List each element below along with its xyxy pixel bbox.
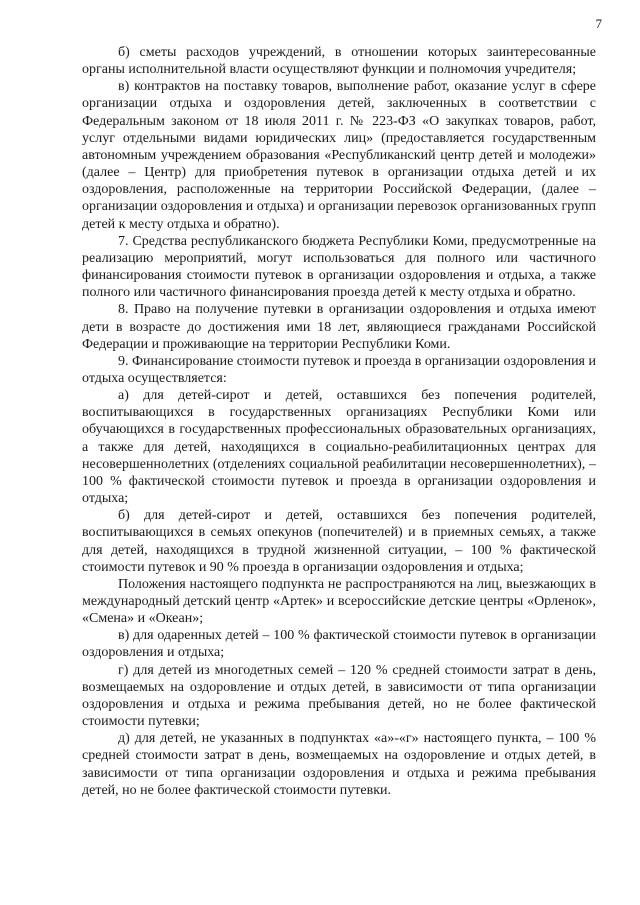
paragraph-6b: б) сметы расходов учреждений, в отношении которых заинтересованные органы исполнительной власти осуществляют функции и полномочия учредителя;	[82, 45, 596, 78]
paragraph-9: 9. Финансирование стоимости путевок и проезда в организации оздоровления и отдыха осуществляется:	[82, 353, 596, 386]
paragraph-7: 7. Средства республиканского бюджета Республики Коми, предусмотренные на реализацию мероприятий, могут использоваться для полного или частичного финансирования стоимости путевок в организации оздоровления и отдыха, а также полного или частичного финансирования проезда детей к месту отдыха и обратно.	[82, 233, 596, 301]
document-body	[82, 44, 596, 799]
paragraph-6v: в) контрактов на поставку товаров, выполнение работ, оказание услуг в сфере организации отдыха и оздоровления детей, заключенных в соответствии с Федеральным законом от 18 июля 2011 г. № 223-ФЗ «О закупках товаров, работ, услуг отдельными видами юридических лиц» (предоставляется государственным автономным учреждением образования «Республиканский центр детей и молодежи» (далее – Центр) для приобретения путевок в организации отдыха детей и их оздоровления, расположенные на территории Российской Федерации, (далее – организации оздоровления и отдыха) и организации перевозок организованных групп детей к месту отдыха и обратно).	[82, 79, 596, 232]
page-number: 7	[595, 16, 602, 31]
paragraph-9d: д) для детей, не указанных в подпунктах «а»-«г» настоящего пункта, – 100 % средней стоимости затрат в день, возмещаемых на оздоровление и отдых детей, в зависимости от типа организации оздоровления и отдыха и режима пребывания детей, но не более фактической стоимости путевки.	[82, 731, 596, 798]
paragraph-9v: в) для одаренных детей – 100 % фактической стоимости путевок в организации оздоровления и отдыха;	[82, 628, 596, 661]
paragraph-9b-note: Положения настоящего подпункта не распространяются на лиц, выезжающих в международный детский центр «Артек» и всероссийские детские центры «Орленок», «Смена» и «Океан»;	[82, 576, 596, 627]
paragraph-8: 8. Право на получение путевки в организации оздоровления и отдыха имеют дети в возрасте до достижения ими 18 лет, являющиеся гражданами Российской Федерации и проживающие на территории Республики Коми.	[82, 302, 596, 352]
paragraph-9b: б) для детей-сирот и детей, оставшихся без попечения родителей, воспитывающихся в семьях опекунов (попечителей) и в приемных семьях, а также для детей, находящихся в трудной жизненной ситуации, – 100 % фактической стоимости путевок и 90 % проезда в организации оздоровления и отдыха;	[82, 508, 596, 575]
paragraph-9g: г) для детей из многодетных семей – 120 % средней стоимости затрат в день, возмещаемых на оздоровление и отдых детей, в зависимости от типа организации оздоровления и отдыха и режима пребывания детей, но не более фактической стоимости путевки;	[82, 662, 596, 730]
paragraph-9a: а) для детей-сирот и детей, оставшихся без попечения родителей, воспитывающихся в государственных организациях Республики Коми или обучающихся в государственных профессиональных образовательных организациях, а также для детей, находящихся в социально-реабилитационных центрах для несовершеннолетних (отделениях социальной реабилитации несовершеннолетних), – 100 % фактической стоимости путевок и проезда в организации оздоровления и отдыха;	[82, 388, 596, 507]
